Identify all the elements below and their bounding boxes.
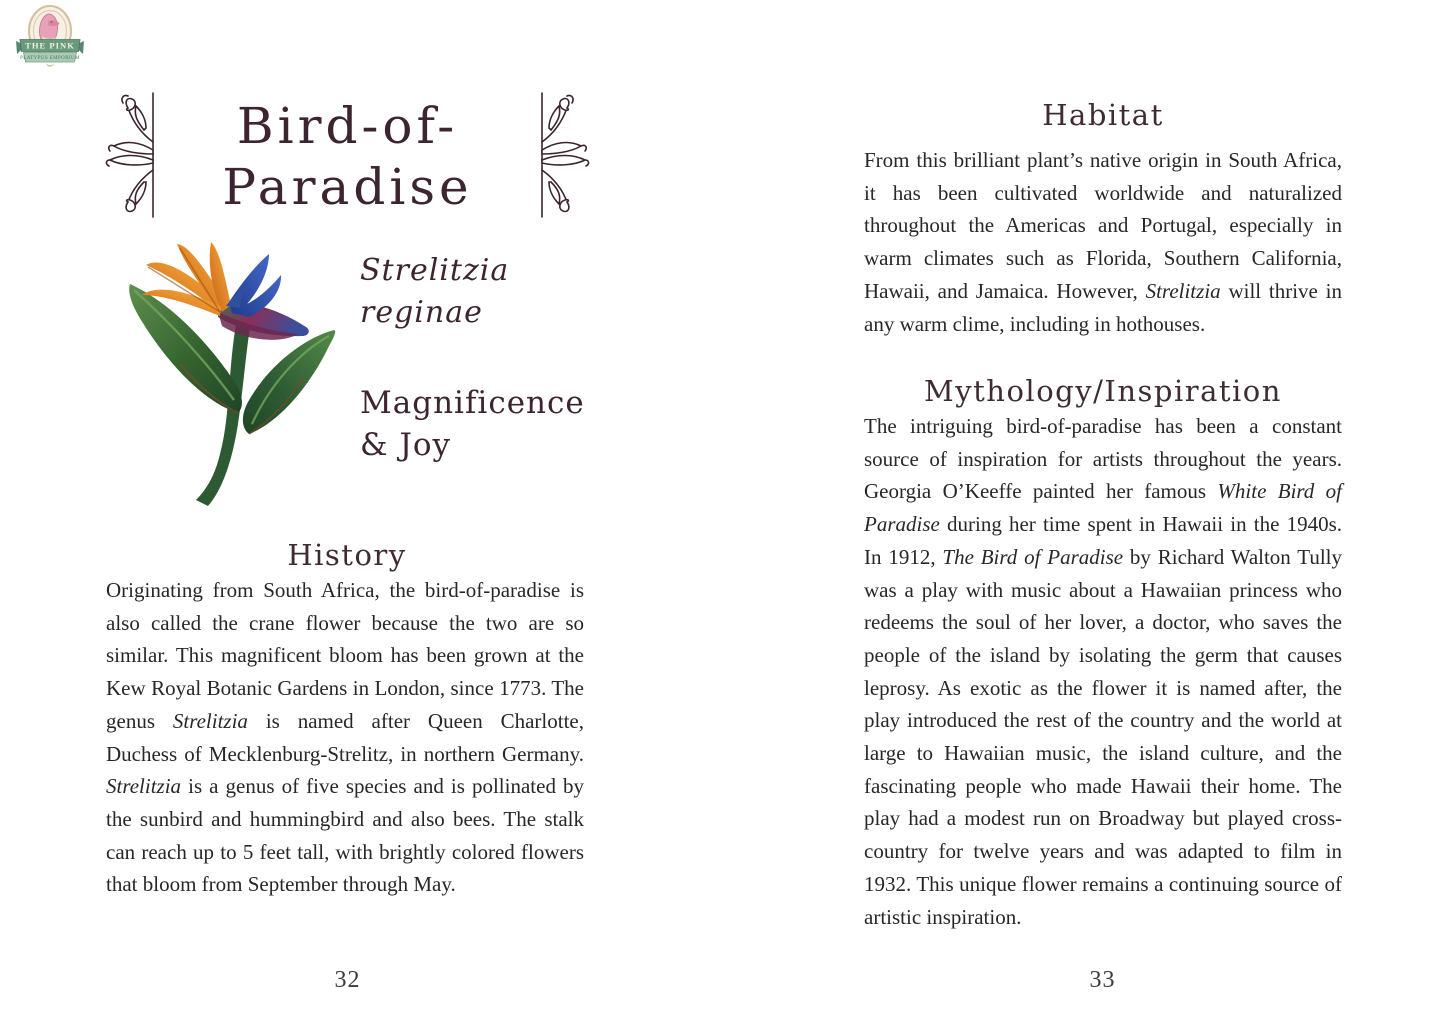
- logo-banner-top: [16, 40, 84, 55]
- page-number-right: 33: [1089, 967, 1116, 993]
- bird-of-paradise-illustration: [108, 232, 353, 527]
- page-title: [162, 90, 533, 218]
- history-paragraph: Originating from South Africa, the bird-of-paradise is also called the crane flower because the two are so similar. This magnificent bloom has been grown at the Kew Royal Botanic Gardens in London, since 1773. The genus Strelitzia is named after Queen Charlotte, Duchess of Mecklenburg-Strelitz, in northern Germany. Strelitzia is a genus of five species and is pollinated by the sunbird and hummingbird and also bees. The stalk can reach up to 5 feet tall, with brightly colored flowers that bloom from September through May.: [106, 578, 584, 897]
- page-right: [862, 0, 1343, 1032]
- mythology-heading: Mythology/Inspiration: [924, 374, 1282, 408]
- flower-meaning: Magnificence & Joy: [360, 385, 585, 463]
- title-line-1: Bird-of-: [236, 97, 459, 155]
- habitat-heading: Habitat: [1042, 98, 1164, 132]
- flower-names: [360, 250, 590, 466]
- habitat-paragraph: From this brilliant plant’s native origin in South Africa, it has been cultivated worldwide and naturalized throughout the Americas and Portugal, especially in warm climates such as Florida, Southern California, Hawaii, and Jamaica. However, Strelitzia will thrive in any warm clime, including in hothouses.: [864, 148, 1342, 336]
- flower-section: [100, 232, 595, 532]
- publisher-logo: [8, 4, 92, 74]
- page-number-left: 32: [334, 967, 361, 993]
- logo-line1: THE PINK: [25, 40, 75, 51]
- page-left: [100, 0, 595, 1032]
- history-heading: History: [287, 538, 407, 572]
- blue-petal: [229, 254, 281, 317]
- title-block: [100, 90, 595, 220]
- logo-banner-bottom: [20, 53, 80, 63]
- latin-name: Strelitzia reginae: [360, 253, 510, 330]
- mythology-paragraph: The intriguing bird-of-paradise has been a constant source of inspiration for artists throughout the years. Georgia O’Keeffe painted her famous White Bird of Paradise during her time spent in Hawaii in the 1940s. In 1912, The Bird of Paradise by Richard Walton Tully was a play with music about a Hawaiian princess who redeems the soul of her lover, a doctor, who saves the people of the island by isolating the germ that causes leprosy. As exotic as the flower it is named after, the play introduced the rest of the country and the world at large to Hawaiian music, the island culture, and the fascinating people who made Hawaii their home. The play had a modest run on Broadway but played cross-country for twelve years and was adapted to film in 1932. This unique flower remains a continuing source of artistic inspiration.: [864, 414, 1343, 929]
- right-leaf: [243, 330, 335, 434]
- floral-ornament-left-icon: [100, 90, 162, 220]
- title-line-2: Paradise: [222, 158, 473, 216]
- logo-line2: PLATYPUS EMPORIUM: [20, 56, 80, 62]
- floral-ornament-right-icon: [533, 90, 595, 220]
